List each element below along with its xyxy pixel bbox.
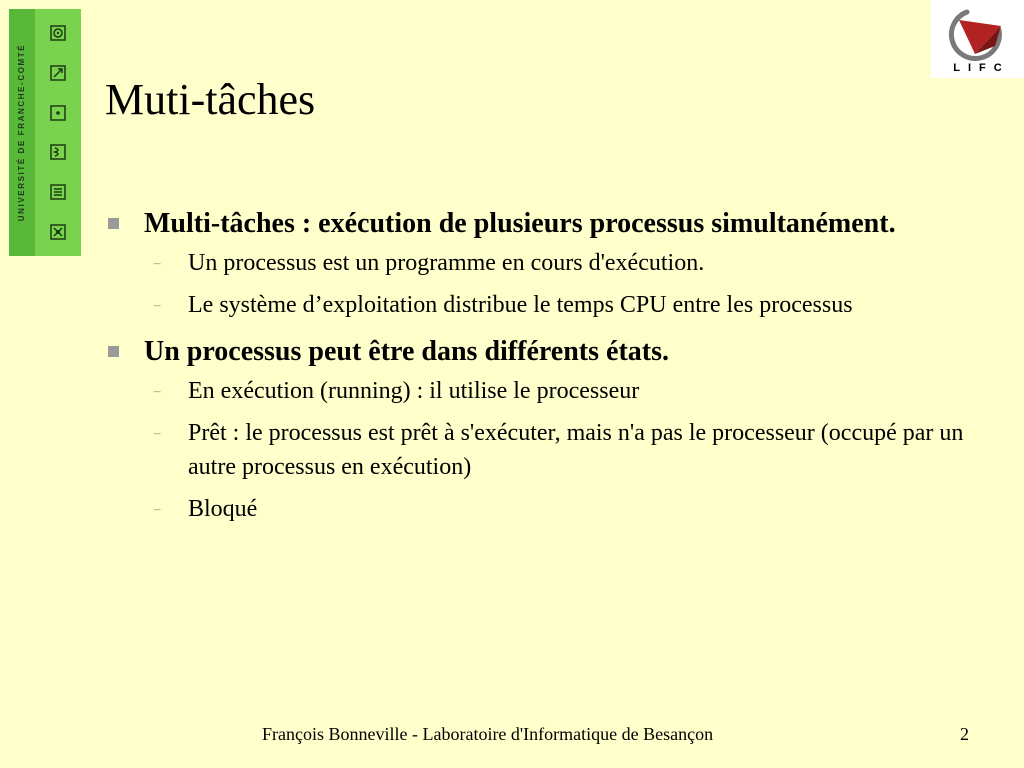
page-number: 2 [960,724,969,744]
square-bullet-icon [108,346,119,357]
sub-item [108,374,988,408]
sub-item-text: En exécution (running) : il utilise le processeur [188,378,640,404]
university-name: UNIVERSITÉ DE FRANCHE-COMTÉ [17,43,27,222]
sub-item [108,492,988,526]
lifc-triangle-icon [945,6,1007,62]
dash-bullet-icon: – [154,297,161,312]
sub-list [108,246,988,322]
sub-item [108,288,988,322]
sub-item [108,416,988,484]
figure-glyph-icon [50,224,66,240]
bullet-text: Un processus peut être dans différents états. [144,336,669,367]
lines-glyph-icon [50,184,66,200]
spiral-glyph-icon [50,25,66,41]
university-name-band [9,9,35,256]
bullet-item [108,204,988,244]
slide-content [108,204,988,536]
slide-title: Muti-tâches [105,75,316,124]
sub-item-text: Le système d’exploitation distribue le temps CPU entre les processus [188,292,853,318]
sub-item-text: Bloqué [188,496,258,522]
square-bullet-icon [108,218,119,229]
sub-list [108,374,988,526]
dash-bullet-icon: – [154,425,161,440]
sub-item [108,246,988,280]
bullet-item [108,332,988,372]
lifc-wordmark: LIFC [953,62,1010,74]
dash-bullet-icon: – [154,501,161,516]
university-emblem-icon [35,9,81,256]
university-logo [9,9,81,256]
sub-item-text: Un processus est un programme en cours d'exécution. [188,250,705,276]
dash-bullet-icon: – [154,383,161,398]
dot-glyph-icon [50,105,66,121]
footer-text: François Bonneville - Laboratoire d'Informatique de Besançon [262,724,714,744]
arrow-glyph-icon [50,65,66,81]
bullet-text: Multi-tâches : exécution de plusieurs processus simultanément. [144,208,896,239]
sub-item-text: Prêt : le processus est prêt à s'exécuter, mais n'a pas le processeur (occupé par un autre processus en exécution) [188,420,964,480]
wave-glyph-icon [50,144,66,160]
dash-bullet-icon: – [154,255,161,270]
lifc-logo [931,0,1024,78]
